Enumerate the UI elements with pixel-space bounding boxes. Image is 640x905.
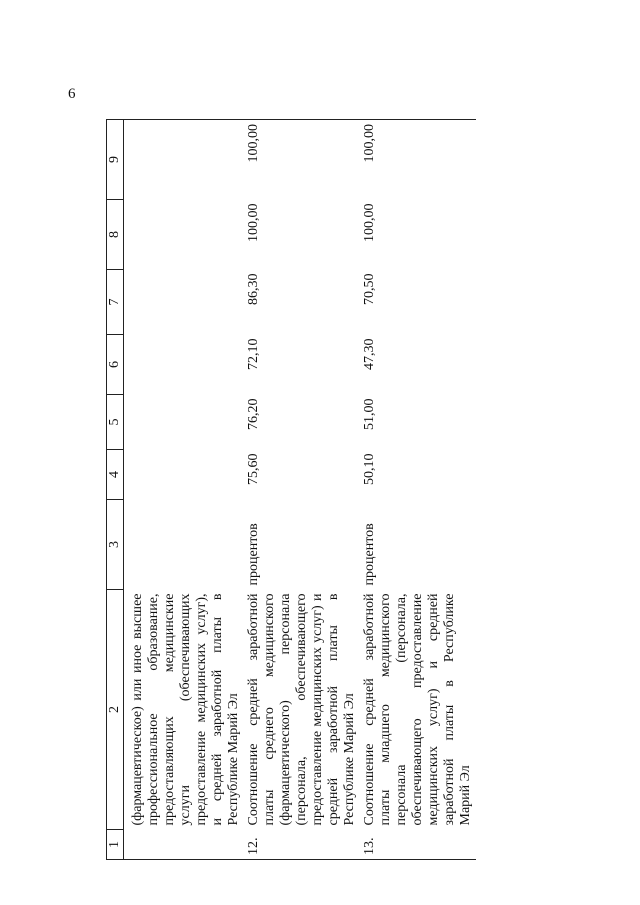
row-number: 12. bbox=[244, 830, 360, 860]
row-unit: процентов bbox=[362, 523, 377, 586]
row-unit bbox=[124, 500, 245, 590]
header-col-8: 8 bbox=[107, 200, 124, 270]
header-col-7: 7 bbox=[107, 270, 124, 335]
row-value-4 bbox=[124, 450, 245, 500]
row-value-6 bbox=[124, 335, 245, 395]
indicators-table bbox=[106, 119, 476, 860]
row-value-9 bbox=[124, 120, 245, 200]
row-description: Соотношение средней заработной платы младшего медицинского персонала (персонала, обеспечивающего предоставление медицинских услуг) и средней заработной платы в Республике Марий Эл bbox=[362, 593, 473, 826]
row-value-7: 86,30 bbox=[246, 273, 261, 305]
header-col-1: 1 bbox=[107, 830, 124, 860]
table-row bbox=[244, 120, 360, 860]
header-col-6: 6 bbox=[107, 335, 124, 395]
row-description: (фармацевтическое) или иное высшее профессиональное образование, предоставляющих медицинские услуги (обеспечивающих предоставление медицинских услуг), и средней заработной платы в Республике Марий Эл bbox=[130, 593, 241, 826]
row-value-4: 75,60 bbox=[246, 453, 261, 485]
row-value-9: 100,00 bbox=[360, 120, 476, 200]
row-value-8: 100,00 bbox=[362, 203, 377, 242]
header-col-2: 2 bbox=[107, 590, 124, 830]
row-value-5: 76,20 bbox=[246, 398, 261, 430]
row-value-4: 50,10 bbox=[362, 453, 377, 485]
header-col-4: 4 bbox=[107, 450, 124, 500]
row-description: Соотношение средней заработной платы среднего медицинского (фармацевтического) персонала (персонала, обеспечивающего предоставление медицинских услуг) и средней заработной платы в Республике Марий Эл bbox=[246, 593, 357, 826]
table-row bbox=[360, 120, 476, 860]
row-value-8 bbox=[124, 200, 245, 270]
row-value-7: 70,50 bbox=[362, 273, 377, 305]
row-value-5: 51,00 bbox=[362, 398, 377, 430]
page-number: 6 bbox=[68, 86, 76, 102]
row-value-8: 100,00 bbox=[246, 203, 261, 242]
row-value-7 bbox=[124, 270, 245, 335]
header-col-9: 9 bbox=[107, 120, 124, 200]
row-number bbox=[124, 830, 245, 860]
row-value-6: 47,30 bbox=[362, 338, 377, 370]
row-value-6: 72,10 bbox=[246, 338, 261, 370]
row-value-9: 100,00 bbox=[244, 120, 360, 200]
rotated-table-container bbox=[106, 120, 526, 860]
row-value-5 bbox=[124, 395, 245, 450]
row-unit: процентов bbox=[246, 523, 261, 586]
row-number: 13. bbox=[360, 830, 476, 860]
header-row bbox=[107, 120, 124, 860]
header-col-5: 5 bbox=[107, 395, 124, 450]
table-row bbox=[124, 120, 245, 860]
header-col-3: 3 bbox=[107, 500, 124, 590]
